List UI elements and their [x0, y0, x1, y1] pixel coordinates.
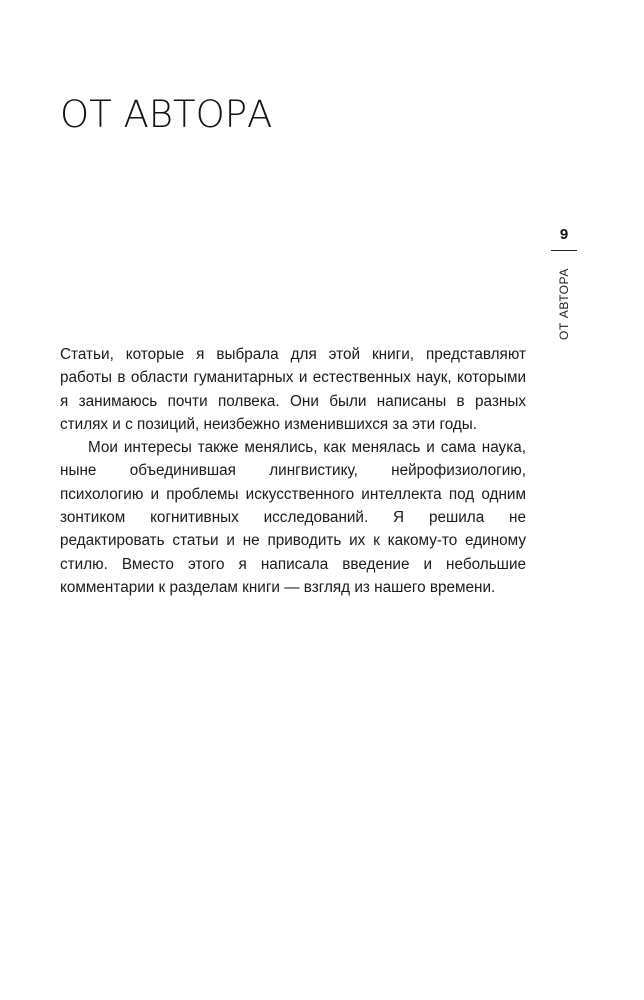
paragraph-2: Мои интересы также менялись, как менялась и сама наука, ныне объединившая лингвистику, нейрофизиологию, психологию и проблемы искусственного интеллекта под одним зонтиком когнитивных исследований. Я решила не редактировать статьи и не приводить их к какому-то единому стилю. Вместо этого я написала введение и небольшие комментарии к разделам книги — взгляд из нашего времени. [60, 439, 526, 596]
tab-rule [551, 250, 577, 251]
running-head: ОТ АВТОРА [557, 268, 571, 340]
page-number: 9 [559, 226, 569, 243]
body-text [60, 343, 526, 599]
margin-tab [548, 226, 580, 346]
chapter-title: ОТ АВТОРА [60, 93, 273, 136]
paragraph-1: Статьи, которые я выбрала для этой книги, представляют работы в области гуманитарных и естественных наук, которыми я занимаюсь почти полвека. Они были написаны в разных стилях и с позиций, неизбежно изменившихся за эти годы. [60, 346, 526, 433]
